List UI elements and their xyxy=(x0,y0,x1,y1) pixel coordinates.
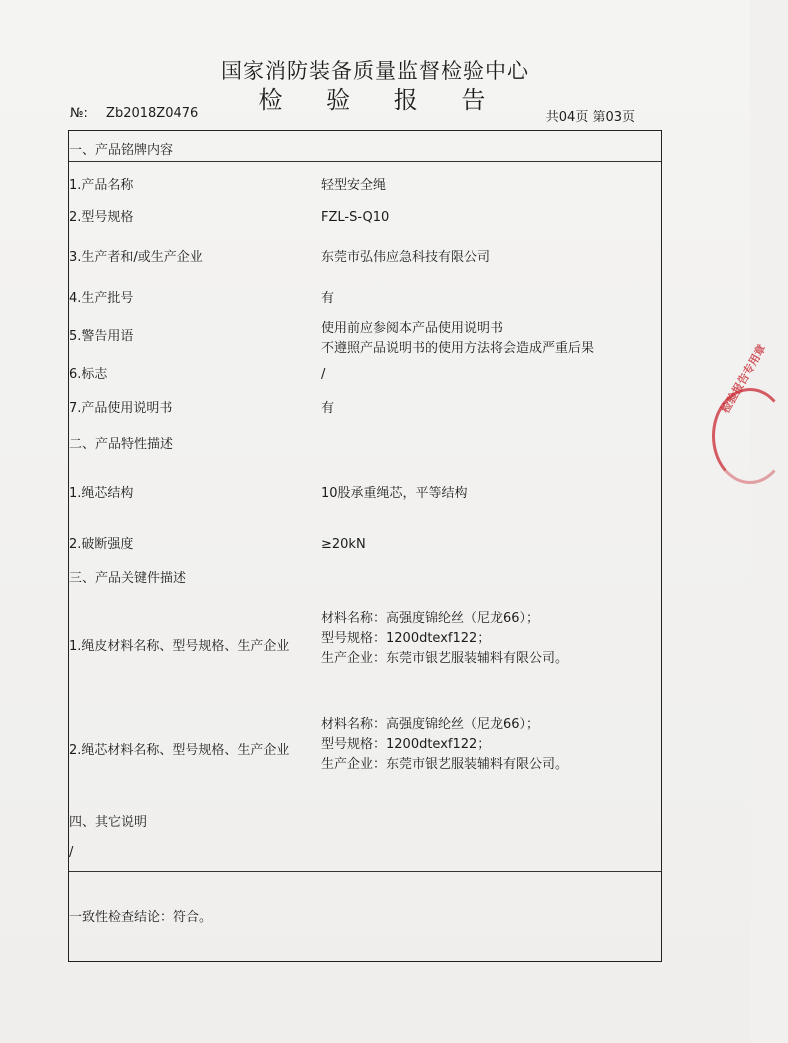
stamp-text: 检验报告专用章 xyxy=(718,342,769,416)
row-value-line: 型号规格：1200dtexf122； xyxy=(321,631,491,646)
conclusion: 一致性检查结论：符合。 xyxy=(69,910,213,925)
row-key: 1.绳芯结构 xyxy=(69,486,134,501)
row-value: 10股承重绳芯，平等结构 xyxy=(321,486,468,501)
row-value-line: 材料名称：高强度锦纶丝（尼龙66）； xyxy=(321,611,540,626)
row-key: 2.破断强度 xyxy=(69,537,134,552)
row-value: FZL-S-Q10 xyxy=(321,210,390,225)
row-key: 2.绳芯材料名称、型号规格、生产企业 xyxy=(69,743,290,758)
section-heading: 一、产品铭牌内容 xyxy=(69,143,174,158)
org-title: 国家消防装备质量监督检验中心 xyxy=(221,59,529,83)
report-number-value: Zb2018Z0476 xyxy=(106,106,199,121)
row-value: / xyxy=(321,367,326,382)
divider xyxy=(69,161,661,162)
row-key: 4.生产批号 xyxy=(69,291,134,306)
row-value-line: 生产企业：东莞市银艺服装辅料有限公司。 xyxy=(321,757,569,772)
row-key: 1.绳皮材料名称、型号规格、生产企业 xyxy=(69,639,290,654)
page-info: 共04页 第03页 xyxy=(545,110,635,125)
row-key: 5.警告用语 xyxy=(69,329,134,344)
row-value: ≥20kN xyxy=(321,537,366,552)
row-value xyxy=(321,609,568,669)
section-heading: 四、其它说明 xyxy=(69,815,148,830)
row-value-line: 材料名称：高强度锦纶丝（尼龙66）； xyxy=(321,717,540,732)
row-value xyxy=(321,319,594,359)
row-value: 轻型安全绳 xyxy=(321,178,387,193)
row-value: 东莞市弘伟应急科技有限公司 xyxy=(321,250,491,265)
report-number xyxy=(70,106,198,121)
section-heading: 三、产品关键件描述 xyxy=(69,571,187,586)
row-value-line: 不遵照产品说明书的使用方法将会造成严重后果 xyxy=(321,341,595,356)
row-value-line: 使用前应参阅本产品使用说明书 xyxy=(321,321,504,336)
divider xyxy=(69,871,661,872)
report-number-label: №: xyxy=(70,106,88,121)
report-title: 检 验 报 告 xyxy=(258,86,504,114)
row-value xyxy=(321,715,568,775)
row-key: 6.标志 xyxy=(69,367,108,382)
row-value-line: 生产企业：东莞市银艺服装辅料有限公司。 xyxy=(321,651,569,666)
row-key: 1.产品名称 xyxy=(69,178,134,193)
row-key: 7.产品使用说明书 xyxy=(69,401,173,416)
row-value: 有 xyxy=(321,401,335,416)
row-value-line: 型号规格：1200dtexf122； xyxy=(321,737,491,752)
row-value: 有 xyxy=(321,291,335,306)
row-key: 2.型号规格 xyxy=(69,210,134,225)
section-heading: 二、产品特性描述 xyxy=(69,437,174,452)
row-key: 3.生产者和/或生产企业 xyxy=(69,250,203,265)
row-key: / xyxy=(69,845,74,860)
inspection-table xyxy=(68,130,662,962)
